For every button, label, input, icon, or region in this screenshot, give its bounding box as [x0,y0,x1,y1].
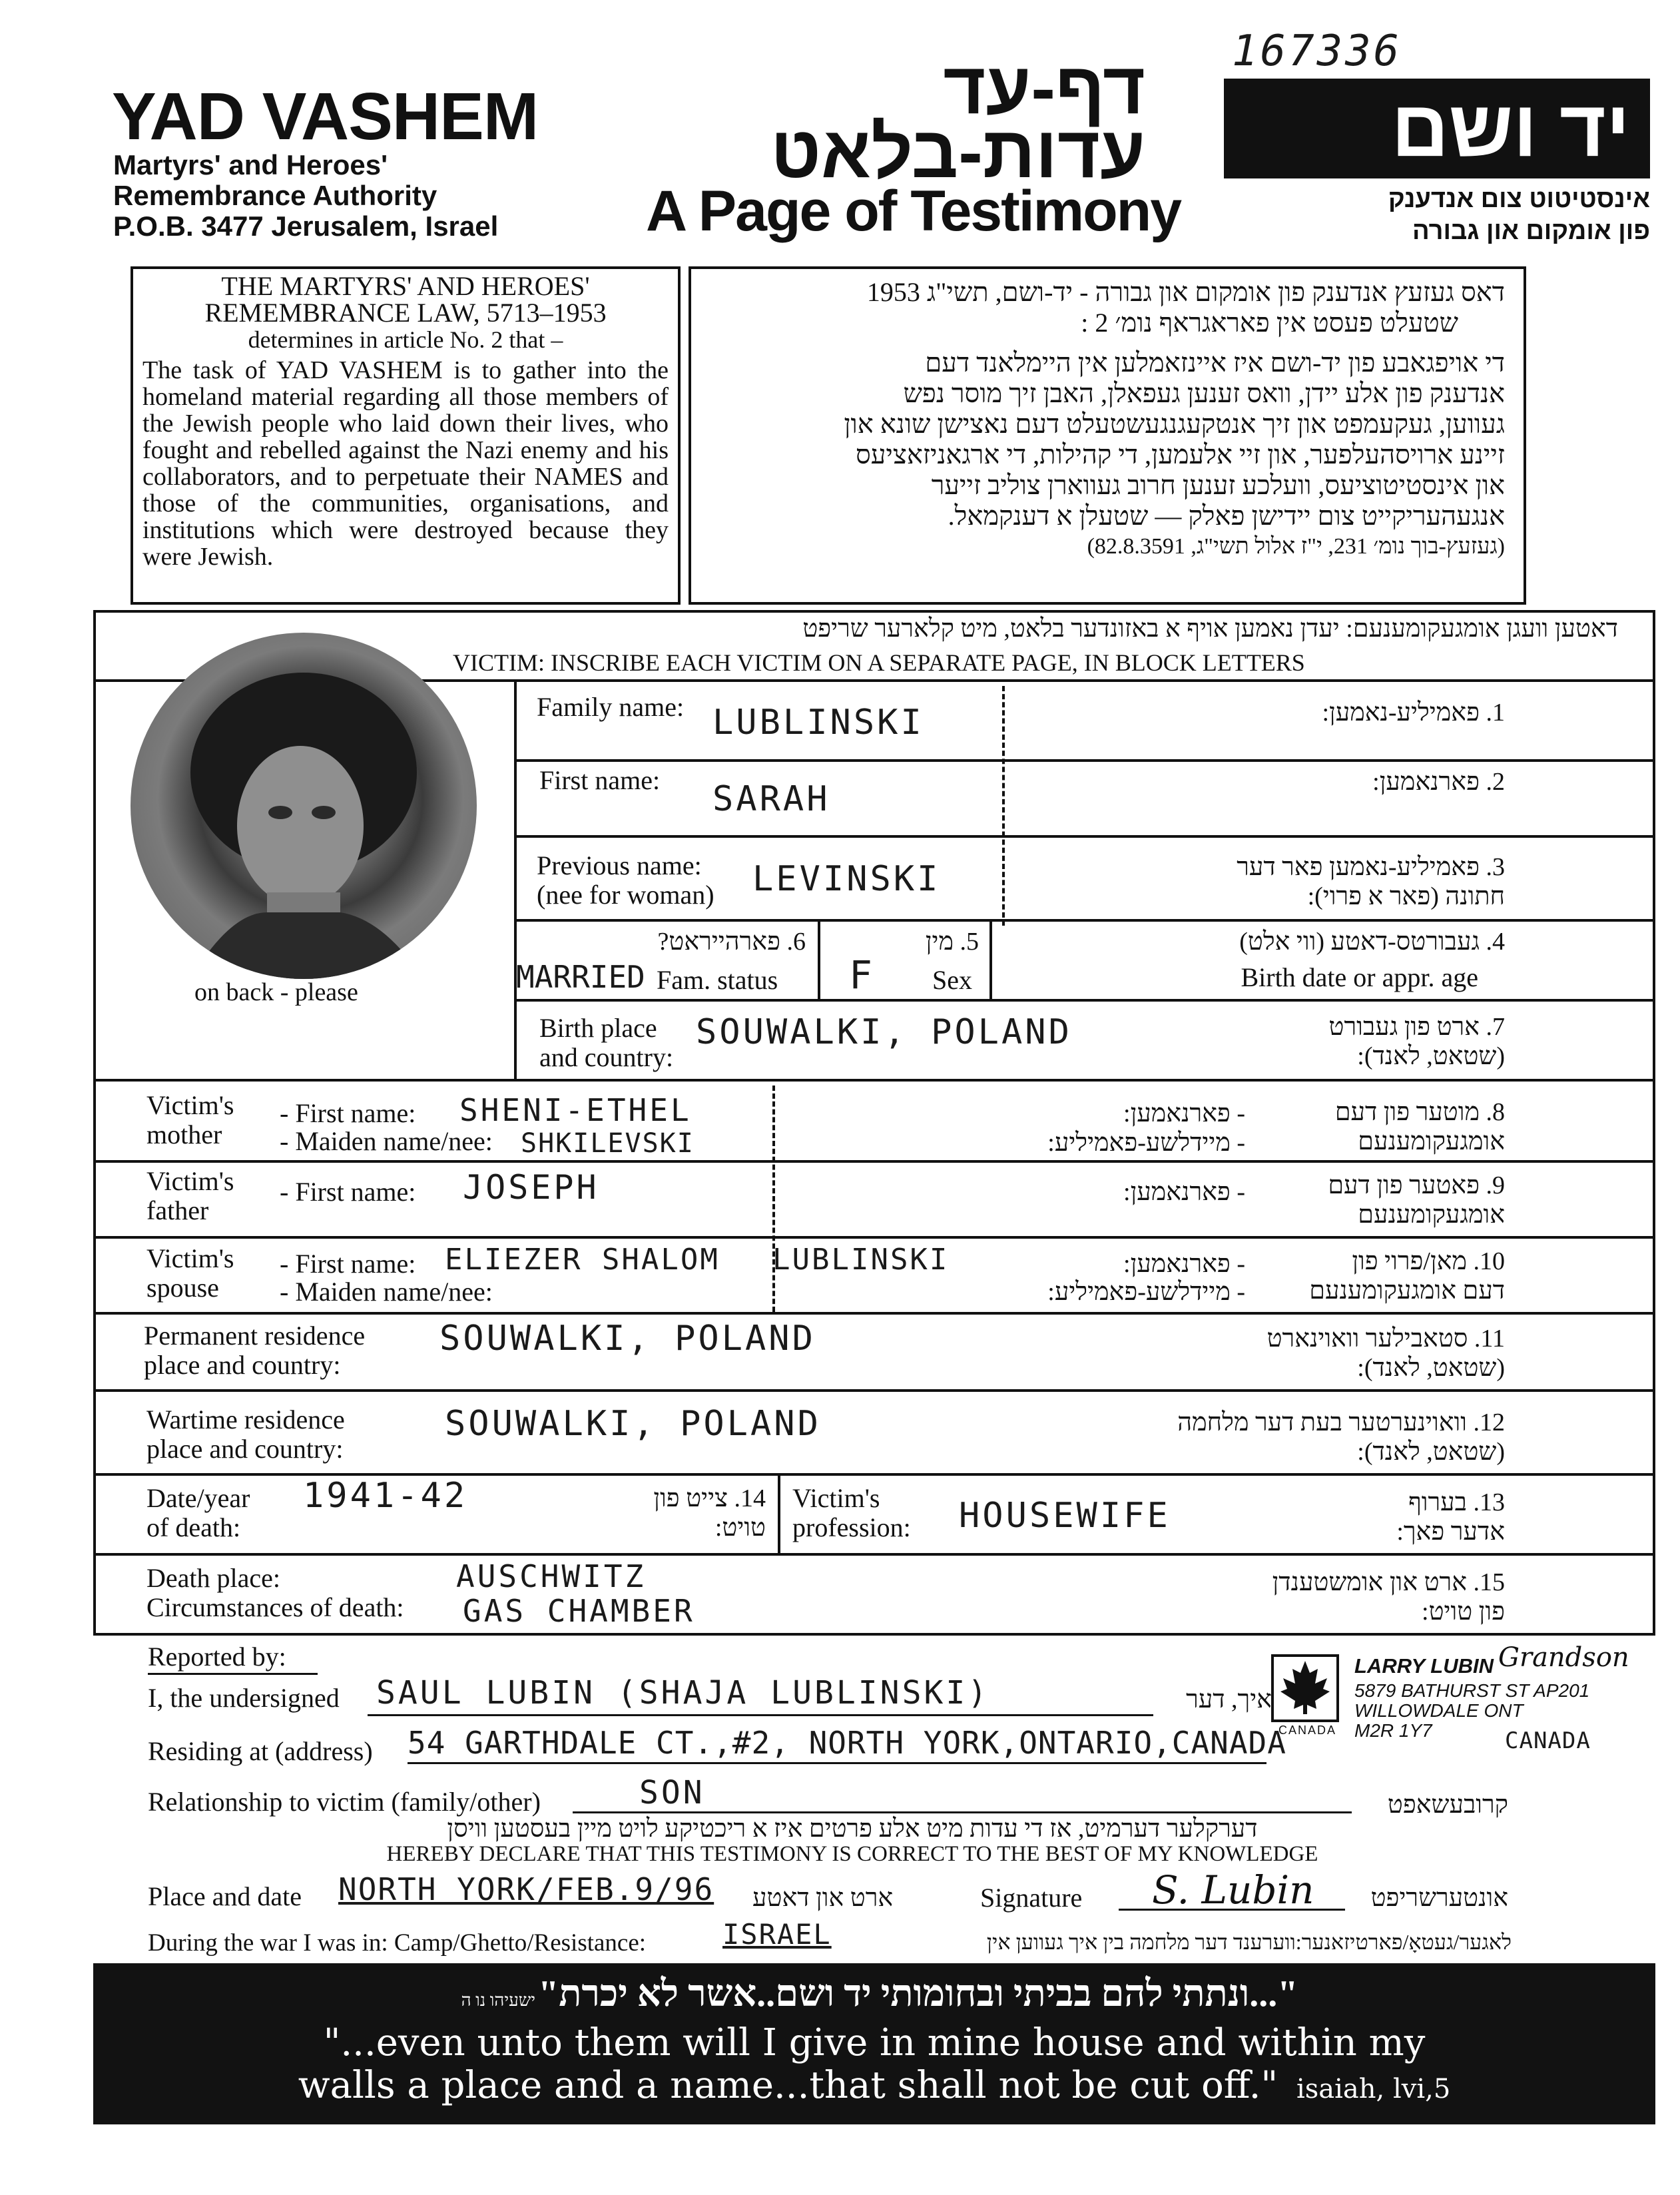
spouse-first-heb: - פארנאמען: [1123,1250,1245,1278]
mother-heb-1: 8. מוטער פון דעם [1334,1098,1505,1126]
mother-label-1: Victim's [146,1090,234,1120]
footer-hebrew-quote: "...ונתתי להם בביתי ובחומותי יד ושם..אשר לא יכרת" [538,1973,1298,2015]
previous-name-heb-1: 3. פאמיליע-נאמען פאר דער [1237,853,1505,881]
war-heb: לאגער/געטאָ/פארטיזאנער:ווערענד דער מלחמה בין איך געווען אין [986,1930,1512,1954]
org-line-1: Martyrs' and Heroes' [113,149,388,180]
residing-value: 54 GARTHDALE CT.,#2, NORTH YORK,ONTARIO,CANADA [408,1725,1286,1761]
residing-label: Residing at (address) [148,1736,373,1766]
permanent-residence-heb [1065,1324,1505,1383]
signature-heb: אונטערשריפט [1370,1884,1508,1912]
spouse-label-1: Victim's [146,1243,234,1273]
birth-place-heb [1025,1012,1505,1071]
org-line-3: P.O.B. 3477 Jerusalem, Israel [113,210,499,242]
law-title-1: THE MARTYRS' AND HEROES' [221,271,590,301]
death-date-heb-1: 14. צייט פון [653,1484,766,1512]
relationship-label: Relationship to victim (family/other) [148,1787,541,1817]
place-date-heb: ארט און דאטע [752,1884,894,1912]
permanent-residence-label [144,1321,365,1380]
permanent-residence-heb-1: 11. סטאבילער וואוינארט [1266,1325,1505,1353]
father-heb-2: אומגעקומענעם [1358,1201,1505,1229]
yid-law-1: דאס געזעץ אנדענק פון אומקום און גבורה - יד-ושם, תשי"ג 1953 [866,277,1505,307]
wartime-residence-value: SOUWALKI, POLAND [445,1404,821,1444]
law-body: The task of YAD VASHEM is to gather into the homeland material regarding all those members of the Jewish people who laid down their lives, who fought and rebelled against the Nazi enemy and his collaborators, and to perpetuate their NAMES and those of the communities, organisations, and institutions which were destroyed because they were Jewish. [142,356,669,571]
hebrew-title-1: דף-עד [943,47,1145,129]
org-name: YAD VASHEM [112,79,539,154]
birth-date-label: Birth date or appr. age [1241,962,1478,992]
death-date-label-2: of death: [146,1512,241,1542]
fam-status-value: MARRIED [516,959,645,995]
law-box-yiddish [689,266,1526,605]
profession-heb [1332,1488,1505,1546]
signature-label: Signature [980,1883,1083,1913]
father-label-2: father [146,1195,209,1225]
previous-name-label-2: (nee for woman) [537,880,714,910]
instructions-yiddish: דאטען וועגן אומגעקומענעם: יעדן נאמען אויף א באזונדער בלאט, מיט קלארער שריפט [802,615,1618,643]
sex-heb: 5. מין [925,928,979,956]
spouse-maiden-label: - Maiden name/nee: [280,1277,493,1307]
wartime-residence-heb [1025,1408,1505,1466]
yad-vashem-logo [1224,79,1650,178]
wartime-residence-label-1: Wartime residence [146,1405,345,1434]
father-label [146,1167,234,1225]
yid-law-9: (געזעץ-בוך נומ׳ 231, י"ז אלול תשי"ג, 82.8.3591) [1087,534,1505,559]
stamp-address-1: 5879 BATHURST ST AP201 [1354,1680,1590,1701]
reference-number: 167336 [1232,27,1402,76]
instructions-english: VICTIM: INSCRIBE EACH VICTIM ON A SEPARATE PAGE, IN BLOCK LETTERS [453,649,1305,676]
wartime-residence-label [146,1405,345,1464]
death-date-heb-2: טויט: [714,1514,766,1542]
stamp-address-2: WILLOWDALE ONT [1354,1700,1524,1721]
father-heb [1252,1171,1505,1229]
hebrew-title-2: עדות-בלאט [770,111,1145,193]
stamp-country: CANADA [1505,1727,1591,1754]
death-place-heb-1: 15. ארט און אומשטענדן [1272,1568,1505,1596]
profession-heb-1: 13. בערוף [1408,1488,1505,1516]
place-date-label: Place and date [148,1881,302,1911]
permanent-residence-value: SOUWALKI, POLAND [439,1319,816,1359]
mother-label-2: mother [146,1119,222,1149]
death-place-value: AUSCHWITZ [456,1558,647,1594]
father-first-heb: - פארנאמען: [1123,1178,1245,1206]
stamp-postal: M2R 1Y7 [1354,1720,1432,1741]
footer-quote-ref: isaiah, lvi,5 [1296,2074,1451,2104]
birth-place-heb-1: 7. ארט פון געבורט [1328,1013,1505,1041]
family-name-value: LUBLINSKI [712,703,924,743]
spouse-first-label: - First name: [280,1249,416,1279]
birth-place-label-2: and country: [539,1042,674,1072]
death-date-heb [586,1484,766,1542]
mother-heb [1252,1098,1505,1156]
family-name-heb: 1. פאמיליע-נאמען: [1322,699,1505,727]
footer-quote-line-1: "...even unto them will I give in mine house and within my [323,2021,1426,2064]
permanent-residence-label-2: place and country: [144,1350,341,1380]
mother-maiden-value: SHKILEVSKI [521,1128,695,1159]
first-name-label: First name: [539,765,661,795]
birth-place-label-1: Birth place [539,1013,657,1043]
sex-label: Sex [932,965,972,995]
previous-name-heb-2: חתונה (פאר א פרוי): [1307,882,1505,910]
spouse-heb-2: דעם אומגעקומענעם [1309,1277,1505,1305]
death-place-label-2: Circumstances of death: [146,1592,404,1622]
law-title-3: determines in article No. 2 that – [248,326,563,353]
footer-quote-line-2: walls a place and a name...that shall not be cut off." [298,2064,1278,2107]
fam-status-label: Fam. status [657,965,778,995]
yiddish-org-2: פון אומקום און גבורה [1412,217,1650,245]
declare-heb: דערקלער דערמיט, אז די עדות מיט אלע פרטים איז א ריכטיקע לויט מיין בעסטען וויסן [447,1815,1258,1843]
mother-label [146,1091,234,1149]
profession-label-1: Victim's [792,1483,880,1513]
death-place-label-1: Death place: [146,1563,280,1593]
profession-label-2: profession: [792,1512,911,1542]
footer-quote-band [93,1963,1655,2124]
sex-value: F [849,952,875,998]
father-first-label: - First name: [280,1177,416,1207]
spouse-heb [1252,1247,1505,1305]
death-place-heb [1065,1568,1505,1626]
yid-law-7: און אינסטיטוציעס, וועלכע זענען חרוב געווארן צוליב זייער [931,470,1505,500]
father-heb-1: 9. פאטער פון דעם [1328,1171,1505,1199]
birth-place-value: SOUWALKI, POLAND [696,1012,1072,1052]
org-address-block [113,150,498,242]
profession-label [792,1484,911,1542]
yid-law-2: שטעלט פעסט אין פאראגראף נומ׳ 2 : [1081,308,1458,338]
page-title: A Page of Testimony [646,179,1181,243]
profession-heb-2: אדער פאך: [1396,1518,1505,1546]
father-label-1: Victim's [146,1166,234,1196]
signature-value: S. Lubin [1152,1867,1314,1913]
wartime-residence-heb-1: 12. וואוינערטער בעת דער מלחמה [1177,1409,1505,1436]
father-first-value: JOSEPH [463,1168,599,1207]
war-value: ISRAEL [722,1918,832,1951]
undersigned-label: I, the undersigned [148,1683,340,1713]
death-date-value: 1941-42 [303,1476,468,1516]
birth-place-heb-2: (שטאט, לאנד): [1357,1042,1505,1070]
photo-caption: on back - please [194,978,358,1006]
maple-leaf-icon [1268,1652,1342,1725]
yid-law-5: געווען, געקעמפט און זיך אנטקעגנגעשטעלט דעם נאצישן שונא און [844,409,1505,439]
spouse-label [146,1244,234,1303]
first-name-value: SARAH [712,779,830,819]
mother-first-value: SHENI-ETHEL [459,1092,692,1128]
yiddish-org-block [1219,183,1650,247]
death-place-label [146,1564,404,1622]
yiddish-org-1: אינסטיטוט צום אנדענק [1388,185,1650,213]
permanent-residence-label-1: Permanent residence [144,1321,366,1351]
logo-text: יד ושם [1391,84,1630,173]
undersigned-value: SAUL LUBIN (SHAJA LUBLINSKI) [376,1674,990,1712]
declare-en: HEREBY DECLARE THAT THIS TESTIMONY IS CORRECT TO THE BEST OF MY KNOWLEDGE [386,1842,1318,1866]
mother-first-label: - First name: [280,1098,416,1128]
mother-maiden-label: - Maiden name/nee: [280,1126,493,1156]
profession-value: HOUSEWIFE [959,1496,1171,1536]
family-name-label: Family name: [537,692,685,722]
reported-by-label: Reported by: [148,1642,286,1672]
previous-name-value: LEVINSKI [752,859,941,899]
death-date-label [146,1484,250,1542]
death-date-label-1: Date/year [146,1483,250,1513]
birth-date-heb: 4. געבורטס-דאטע (ווי אלט) [1239,928,1505,956]
victim-photo [131,633,477,979]
portrait-silhouette [131,633,477,979]
wartime-residence-heb-2: (שטאט, לאנד): [1357,1438,1505,1466]
org-line-2: Remembrance Authority [113,180,437,211]
yid-law-4: אנדענק פון אלע יידן, וואס זענען געפאלן, האבן זיך מוסר נפש [903,378,1505,408]
relationship-heb: קרובעשאפט [1387,1791,1508,1819]
wartime-residence-label-2: place and country: [146,1434,344,1464]
law-box-english [131,266,681,605]
stamp-flag-label: CANADA [1278,1724,1337,1737]
relationship-value: SON [639,1774,705,1811]
previous-name-heb [1025,852,1505,911]
yid-law-8: אנגעהעריקייט צום יידישן פאלק — שטעלן א דענקמאל. [948,501,1505,531]
spouse-last-value: LUBLINSKI [772,1243,950,1277]
spouse-maiden-heb: - מיידלשע-פאמיליע: [1047,1278,1245,1306]
death-circumstance-value: GAS CHAMBER [463,1593,695,1629]
spouse-heb-1: 10. מאן/פרוי פון [1352,1247,1505,1275]
previous-name-label [537,851,714,910]
mother-first-heb: - פארנאמען: [1123,1099,1245,1127]
yid-law-3: די אויפגאבע פון יד-ושם איז איינזאמלען אין היימלאנד דעם [925,348,1505,378]
canada-flag-icon [1268,1652,1342,1725]
mother-maiden-heb: - מיידלשע-פאמיליע: [1047,1129,1245,1157]
fam-status-heb: 6. פארהייראט? [657,928,806,956]
stamp-name: LARRY LUBIN [1354,1654,1494,1678]
war-label: During the war I was in: Camp/Ghetto/Resistance: [148,1929,647,1957]
stamp-note: Grandson [1498,1642,1629,1673]
place-date-value: NORTH YORK/FEB.9/96 [338,1871,714,1907]
first-name-heb: 2. פארנאמען: [1372,768,1505,796]
yid-law-6: זיינע ארויסהעלפער, און זיי אלעמען, די קהילות, די ארגאניזאציעס [856,440,1505,470]
law-title-2: REMEMBRANCE LAW, 5713–1953 [204,298,607,328]
death-place-heb-2: פון טויט: [1422,1598,1505,1626]
mother-heb-2: אומגעקומענעם [1358,1127,1505,1155]
undersigned-heb: איך, דער [1186,1686,1272,1714]
spouse-label-2: spouse [146,1273,219,1303]
footer-hebrew-ref: ישעיהו נו ה [461,1991,536,2010]
birth-place-label [539,1014,673,1072]
spouse-first-value: ELIEZER SHALOM [445,1243,720,1277]
permanent-residence-heb-2: (שטאט, לאנד): [1357,1354,1505,1382]
previous-name-label-1: Previous name: [537,850,702,880]
hebrew-title-block [732,47,1145,193]
